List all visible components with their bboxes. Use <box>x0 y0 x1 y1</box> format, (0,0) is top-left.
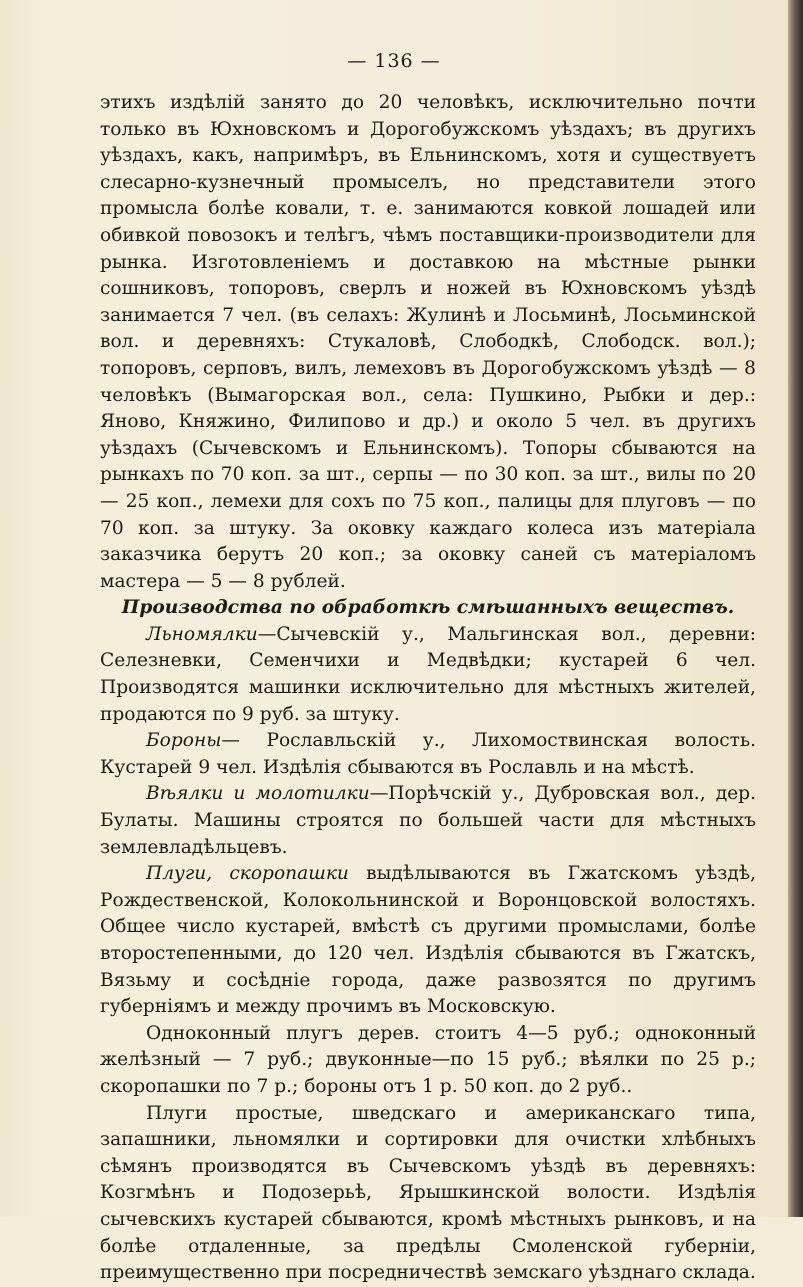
paragraph-harrows <box>100 728 756 781</box>
paragraph-metalwork: этихъ издѣлій занято до 20 человѣкъ, исключительно почти только въ Юхновскомъ и Дорогобужскомъ уѣздахъ; въ другихъ уѣздахъ, какъ, напримѣръ, въ Ельнинскомъ, хотя и существуетъ слесарно-кузнечный промыселъ, но представители этого промысла болѣе ковали, т. е. занимаются ковкой лошадей или обивкой повозокъ и телѣгъ, чѣмъ поставщики-производители для рынка. Изготовленіемъ и доставкою на мѣстные рынки сошниковъ, топоровъ, сверлъ и ножей въ Юхновскомъ уѣздѣ занимается 7 чел. (въ селахъ: Жулинѣ и Лосьминѣ, Лосьминской вол. и деревняхъ: Стукаловѣ, Слободкѣ, Слободск. вол.); топоровъ, серповъ, вилъ, лемеховъ въ Дорогобужскомъ уѣздѣ — 8 человѣкъ (Вымагорская вол., села: Пушкино, Рыбки и дер.: Яново, Княжино, Филипово и др.) и около 5 чел. въ другихъ уѣздахъ (Сычевскомъ и Ельнинскомъ). Топоры сбываются на рынкахъ по 70 коп. за шт., серпы — по 30 коп. за шт., вилы по 20 — 25 коп., лемехи для сохъ по 75 коп., палицы для плуговъ — по 70 коп. за штуку. За оковку каждаго колеса изъ матеріала заказчика берутъ 20 коп.; за оковку саней съ матеріаломъ мастера — 5 — 8 рублей. <box>100 92 756 592</box>
text-harrows: — Рославльскій у., Лихомоствинская волость. Кустарей 9 чел. Издѣлія сбываются въ Рославль и на мѣстѣ. <box>100 730 756 778</box>
page-number: — 136 — <box>347 50 441 72</box>
text-flax-breakers: —Сычевскій у., Мальгинская вол., деревни: Селезневки, Семенчихи и Медвѣдки; кустарей 6 чел. Производятся машинки исключительно для мѣстныхъ жителей, продаются по 9 руб. за штуку. <box>100 623 756 725</box>
paragraph-prices: Одноконный плугъ дерев. стоитъ 4—5 руб.; одноконный желѣзный — 7 руб.; двуконные—по 15 руб.; вѣялки по 25 р.; скоропашки по 7 р.; бороны отъ 1 р. 50 коп. до 2 руб.. <box>100 1022 756 1097</box>
term-ploughs: Плуги, скоропашки <box>146 863 349 885</box>
page-text <box>100 90 756 1287</box>
paragraph-ploughs <box>100 861 756 1021</box>
paragraph-winnowers <box>100 781 756 861</box>
paragraph-sychevsk: Плуги простые, шведскаго и американскаго типа, запашники, льномялки и сортировки для очистки хлѣбныхъ сѣмянъ производятся въ Сычевскомъ уѣздѣ въ деревняхъ: Козгмѣнъ и Подозерьѣ, Ярышкинской волости. Издѣлія сычевскихъ кустарей сбываются, кромѣ мѣстныхъ рынковъ, и на болѣе отдаленные, за предѣлы Смоленской губерніи, преимущественно при посредничествѣ земскаго уѣзднаго склада. <box>100 1102 756 1284</box>
section-heading: Производства по обработкѣ смѣшанныхъ веществъ. <box>121 597 735 619</box>
term-harrows: Бороны <box>146 730 222 752</box>
paragraph-flax-breakers <box>100 622 756 728</box>
term-winnowers: Вѣялки и молотилки <box>146 783 370 805</box>
term-flax-breakers: Льномялки <box>146 623 258 645</box>
text-winnowers: —Порѣчскій у., Дубровская вол., дер. Булаты. Машины строятся по большей части для мѣстныхъ землевладѣльцевъ. <box>100 783 756 858</box>
page-edge-shadow <box>788 0 803 1217</box>
text-ploughs: выдѣлываются въ Гжатскомъ уѣздѣ, Рождественской, Колокольнинской и Воронцовской волостяхъ. Общее число кустарей, вмѣстѣ съ другими промыслами, болѣе второстепенными, до 120 чел. Издѣлія сбываются въ Гжатскъ, Вязьму и сосѣдніе города, даже развозятся по другимъ губерніямъ и между прочимъ въ Московскую. <box>100 863 757 1018</box>
